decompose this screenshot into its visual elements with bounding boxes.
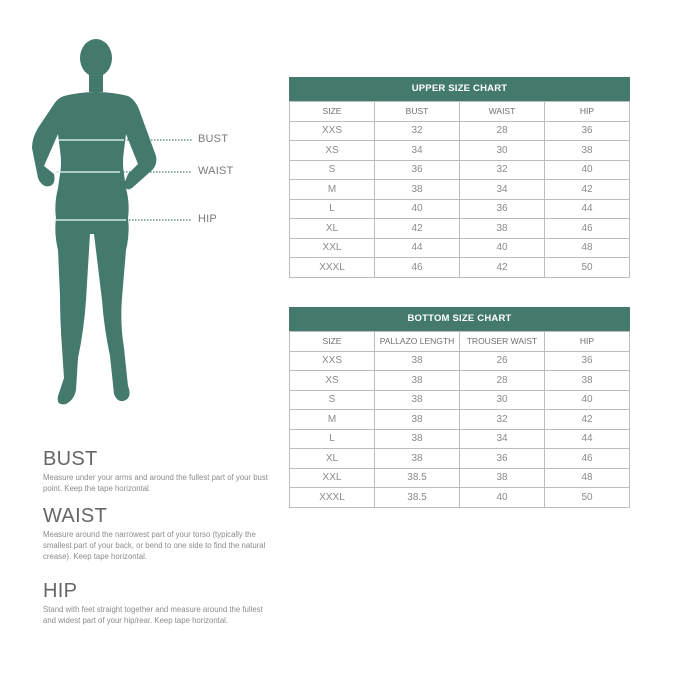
value-cell: 48 [545,468,630,488]
value-cell: 40 [460,238,545,258]
body-measurement-figure [28,38,268,413]
table-row [290,429,630,449]
size-cell: XXXL [290,258,375,278]
column-header: SIZE [290,332,375,352]
table-row [290,488,630,508]
value-cell: 38.5 [375,488,460,508]
upper-size-chart [289,77,630,278]
value-cell: 28 [460,371,545,391]
value-cell: 38 [460,219,545,239]
value-cell: 38 [375,429,460,449]
waist-guide-title: WAIST [43,505,108,527]
value-cell: 50 [545,488,630,508]
size-cell: XXL [290,238,375,258]
table-row [290,258,630,278]
hip-guide-text: Stand with feet straight together and measure around the fullest and widest part of your hip/rear. Keep tape horizontal. [43,605,263,625]
table-row [290,160,630,180]
value-cell: 36 [460,199,545,219]
hip-guide [43,580,273,626]
value-cell: 46 [545,449,630,469]
value-cell: 38 [545,371,630,391]
column-header: TROUSER WAIST [460,332,545,352]
table-row [290,390,630,410]
value-cell: 38 [375,390,460,410]
value-cell: 36 [375,160,460,180]
bottom-size-chart [289,307,630,508]
size-cell: S [290,390,375,410]
table-row [290,410,630,430]
table-row [290,371,630,391]
table-row [290,468,630,488]
value-cell: 34 [460,429,545,449]
column-header: WAIST [460,102,545,122]
hip-marker-label: HIP [198,213,217,225]
waist-guide [43,505,273,562]
bust-guide-text: Measure under your arms and around the fullest part of your bust point. Keep the tape horizontal. [43,473,268,493]
value-cell: 42 [545,180,630,200]
table-header-row [290,332,630,352]
value-cell: 44 [545,429,630,449]
table-row [290,449,630,469]
size-cell: XXXL [290,488,375,508]
bust-guide-title: BUST [43,448,98,470]
value-cell: 32 [375,121,460,141]
hip-guide-title: HIP [43,580,78,602]
size-cell: XXS [290,121,375,141]
size-cell: L [290,199,375,219]
value-cell: 36 [545,121,630,141]
table-row [290,141,630,161]
value-cell: 38 [375,371,460,391]
value-cell: 36 [545,351,630,371]
column-header: HIP [545,332,630,352]
waist-marker-label: WAIST [198,165,234,177]
value-cell: 30 [460,390,545,410]
female-silhouette-icon [28,38,268,413]
value-cell: 38 [375,410,460,430]
value-cell: 46 [545,219,630,239]
bust-guide [43,448,273,494]
value-cell: 38 [460,468,545,488]
size-cell: XL [290,219,375,239]
value-cell: 40 [460,488,545,508]
value-cell: 38 [375,351,460,371]
value-cell: 30 [460,141,545,161]
value-cell: 48 [545,238,630,258]
value-cell: 36 [460,449,545,469]
value-cell: 44 [545,199,630,219]
value-cell: 40 [545,160,630,180]
value-cell: 34 [375,141,460,161]
column-header: SIZE [290,102,375,122]
size-cell: S [290,160,375,180]
value-cell: 34 [460,180,545,200]
size-cell: XXL [290,468,375,488]
value-cell: 42 [375,219,460,239]
value-cell: 42 [460,258,545,278]
value-cell: 38 [375,449,460,469]
size-cell: M [290,180,375,200]
size-cell: XS [290,371,375,391]
table-row [290,199,630,219]
column-header: HIP [545,102,630,122]
table-row [290,121,630,141]
column-header: PALLAZO LENGTH [375,332,460,352]
size-cell: M [290,410,375,430]
size-cell: L [290,429,375,449]
value-cell: 50 [545,258,630,278]
table-header-row [290,102,630,122]
upper-size-chart-title: UPPER SIZE CHART [289,77,630,101]
table-row [290,351,630,371]
value-cell: 32 [460,160,545,180]
size-cell: XS [290,141,375,161]
value-cell: 38 [545,141,630,161]
column-header: BUST [375,102,460,122]
value-cell: 40 [545,390,630,410]
value-cell: 38.5 [375,468,460,488]
value-cell: 40 [375,199,460,219]
value-cell: 26 [460,351,545,371]
value-cell: 44 [375,238,460,258]
value-cell: 38 [375,180,460,200]
bust-marker-label: BUST [198,133,229,145]
table-row [290,180,630,200]
bottom-size-chart-title: BOTTOM SIZE CHART [289,307,630,331]
value-cell: 28 [460,121,545,141]
table-row [290,238,630,258]
value-cell: 42 [545,410,630,430]
size-cell: XXS [290,351,375,371]
table-row [290,219,630,239]
value-cell: 32 [460,410,545,430]
size-cell: XL [290,449,375,469]
waist-guide-text: Measure around the narrowest part of your torso (typically the smallest part of your back, or bend to one side to find the natural crease). Keep tape horizontal. [43,530,266,561]
value-cell: 46 [375,258,460,278]
